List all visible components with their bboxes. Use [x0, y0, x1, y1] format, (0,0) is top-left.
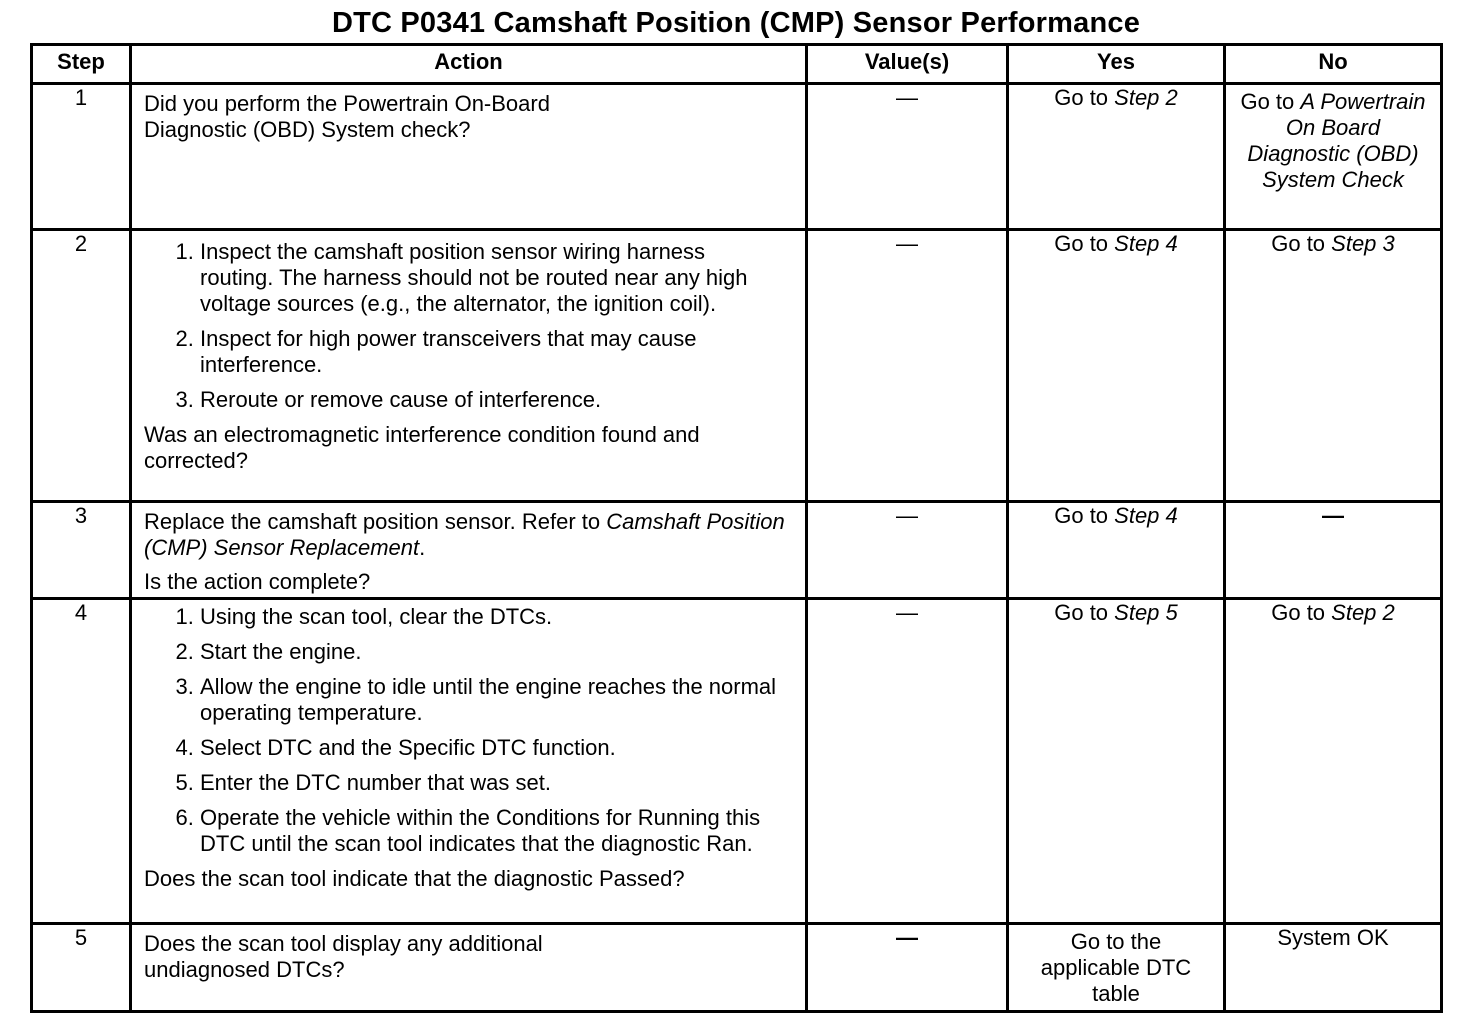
no-step-link[interactable]: Step 2 — [1331, 600, 1395, 625]
action-text: Did you perform the Powertrain On-Board Diagnostic (OBD) System check? — [144, 91, 550, 142]
action-prefix: Replace the camshaft position sensor. Refer to — [144, 509, 607, 534]
no-prefix: Go to — [1240, 89, 1301, 114]
yes-text: Go to the applicable DTC table — [1040, 929, 1192, 1006]
no-dash: — — [1322, 503, 1344, 528]
no-text: System OK — [1277, 925, 1389, 950]
value-cell — [807, 502, 1008, 599]
step-number: 1 — [32, 84, 131, 230]
header-row — [32, 45, 1442, 84]
yes-cell — [1008, 84, 1225, 230]
list-item: 2. Inspect for high power transceivers that may cause interference. — [200, 326, 777, 378]
no-prefix: Go to — [1271, 231, 1332, 256]
list-item: 2. Start the engine. — [200, 639, 793, 665]
table-row — [32, 230, 1442, 502]
list-item: 1. Inspect the camshaft position sensor wiring harness routing. The harness should not be routed near any high voltage sources (e.g., the alternator, the ignition coil). — [200, 239, 777, 317]
value-cell — [807, 599, 1008, 924]
action-list — [144, 604, 793, 857]
no-cell — [1225, 599, 1442, 924]
action-question: Is the action complete? — [144, 569, 371, 594]
list-item: 6. Operate the vehicle within the Conditions for Running this DTC until the scan tool indicates that the diagnostic Ran. — [200, 805, 793, 857]
yes-step-link[interactable]: Step 4 — [1114, 503, 1178, 528]
yes-cell — [1008, 599, 1225, 924]
yes-cell — [1008, 230, 1225, 502]
step-number: 4 — [32, 599, 131, 924]
yes-cell — [1008, 502, 1225, 599]
action-cell — [131, 502, 807, 599]
action-suffix: . — [419, 535, 426, 560]
table-row — [32, 84, 1442, 230]
action-text: Does the scan tool display any additional undiagnosed DTCs? — [144, 931, 543, 982]
yes-prefix: Go to — [1054, 600, 1115, 625]
table-row — [32, 599, 1442, 924]
value-cell — [807, 84, 1008, 230]
value-dash: — — [896, 600, 918, 625]
value-dash: — — [896, 85, 918, 110]
no-prefix: Go to — [1271, 600, 1332, 625]
header-values: Value(s) — [807, 45, 1008, 84]
value-dash: — — [896, 231, 918, 256]
page-title: DTC P0341 Camshaft Position (CMP) Sensor Performance — [331, 7, 1141, 39]
step-number: 2 — [32, 230, 131, 502]
value-cell — [807, 924, 1008, 1012]
no-cell — [1225, 230, 1442, 502]
action-cell — [131, 599, 807, 924]
value-dash: — — [896, 503, 918, 528]
value-cell — [807, 230, 1008, 502]
header-yes: Yes — [1008, 45, 1225, 84]
step-number: 5 — [32, 924, 131, 1012]
list-item: 5. Enter the DTC number that was set. — [200, 770, 793, 796]
yes-step-link[interactable]: Step 2 — [1114, 85, 1178, 110]
action-cell — [131, 924, 807, 1012]
no-cell — [1225, 84, 1442, 230]
header-no: No — [1225, 45, 1442, 84]
action-question: Was an electromagnetic interference condition found and corrected? — [144, 422, 700, 473]
action-cell — [131, 230, 807, 502]
value-dash: — — [896, 925, 918, 950]
no-step-link[interactable]: Step 3 — [1331, 231, 1395, 256]
list-item: 3. Reroute or remove cause of interference. — [200, 387, 777, 413]
step-number: 3 — [32, 502, 131, 599]
yes-step-link[interactable]: Step 5 — [1114, 600, 1178, 625]
yes-prefix: Go to — [1054, 231, 1115, 256]
list-item: 4. Select DTC and the Specific DTC function. — [200, 735, 793, 761]
replacement-procedure-link[interactable]: Camshaft Position (CMP) Sensor Replacement — [144, 509, 785, 560]
no-cell — [1225, 924, 1442, 1012]
list-item: 1. Using the scan tool, clear the DTCs. — [200, 604, 793, 630]
table-row — [32, 924, 1442, 1012]
yes-prefix: Go to — [1054, 503, 1115, 528]
diagnostic-table — [30, 43, 1443, 1013]
action-cell — [131, 84, 807, 230]
yes-step-link[interactable]: Step 4 — [1114, 231, 1178, 256]
table-row — [32, 502, 1442, 599]
no-reference-link[interactable]: A Powertrain On Board Diagnostic (OBD) System Check — [1247, 89, 1426, 192]
list-item: 3. Allow the engine to idle until the engine reaches the normal operating temperature. — [200, 674, 793, 726]
action-text — [144, 509, 793, 561]
header-step: Step — [32, 45, 131, 84]
yes-cell — [1008, 924, 1225, 1012]
no-cell — [1225, 502, 1442, 599]
action-list — [144, 239, 793, 413]
action-question: Does the scan tool indicate that the diagnostic Passed? — [144, 866, 685, 891]
header-action: Action — [131, 45, 807, 84]
yes-prefix: Go to — [1054, 85, 1115, 110]
